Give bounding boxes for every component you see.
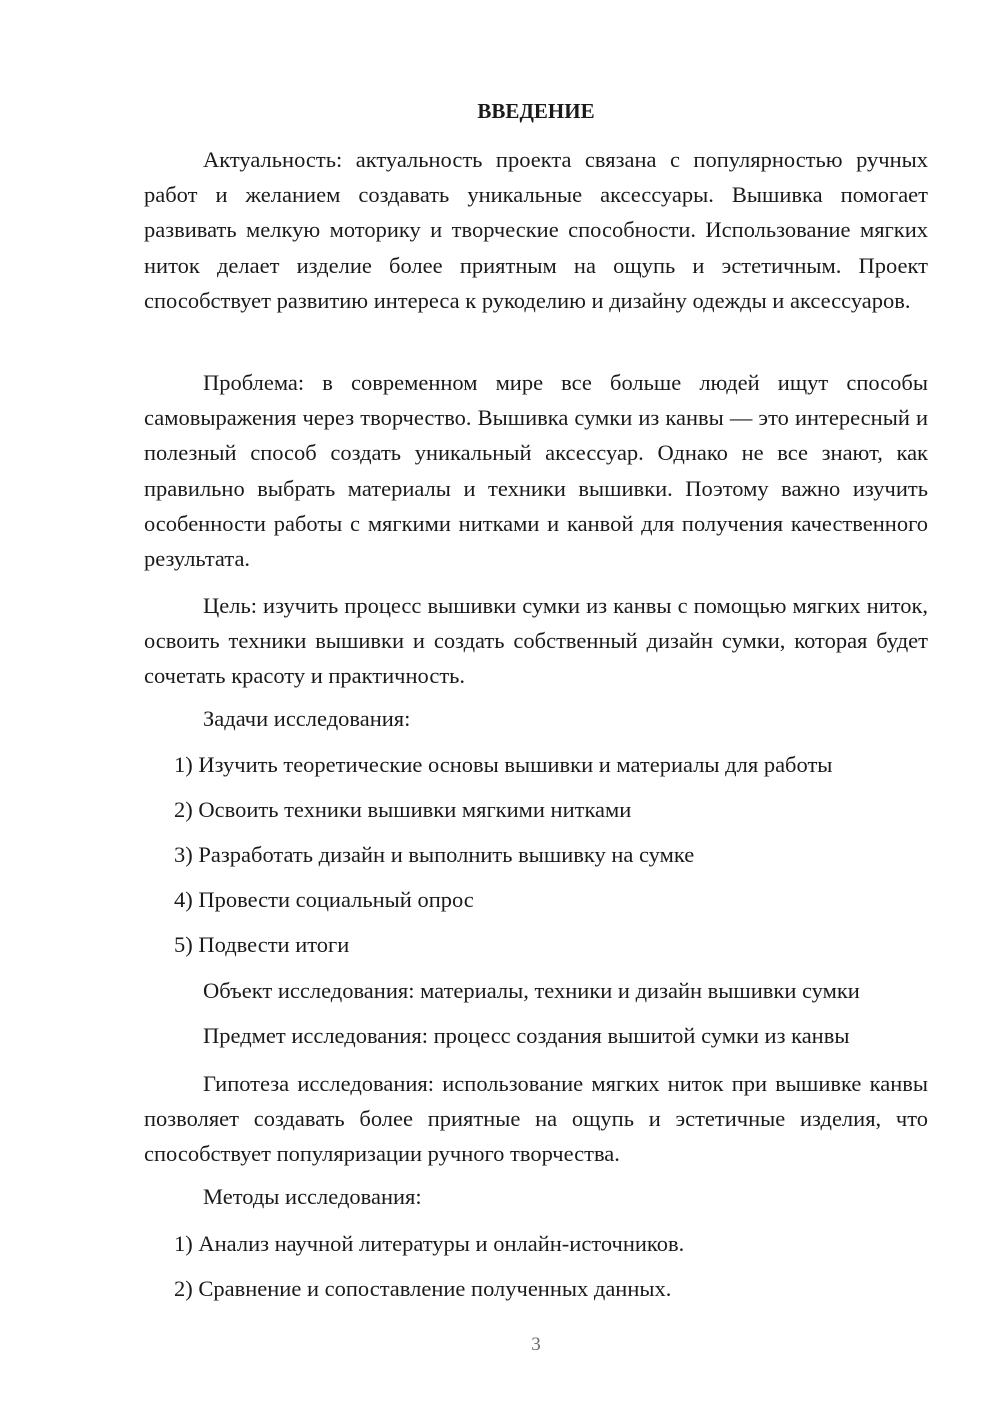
task-item-3: 3) Разработать дизайн и выполнить вышивку на сумке: [174, 842, 695, 867]
tasks-heading: Задачи исследования:: [203, 706, 411, 731]
methods-heading: Методы исследования:: [203, 1184, 422, 1209]
task-item-1: 1) Изучить теоретические основы вышивки и материалы для работы: [174, 752, 833, 777]
task-item-4: 4) Провести социальный опрос: [174, 887, 474, 912]
page-number: 3: [531, 1334, 541, 1355]
method-item-1: 1) Анализ научной литературы и онлайн-источников.: [174, 1231, 685, 1256]
hypothesis-paragraph: Гипотеза исследования: использование мягких ниток при вышивке канвы позволяет создавать более приятные на ощупь и эстетичные изделия, что способствует популяризации ручного творчества.: [144, 1071, 928, 1167]
method-item-2: 2) Сравнение и сопоставление полученных данных.: [174, 1276, 672, 1301]
task-item-5: 5) Подвести итоги: [174, 932, 350, 957]
task-item-2: 2) Освоить техники вышивки мягкими нитками: [174, 797, 632, 822]
goal-paragraph: Цель: изучить процесс вышивки сумки из канвы с помощью мягких ниток, освоить техники вышивки и создать собственный дизайн сумки, которая будет сочетать красоту и практичность.: [144, 593, 928, 689]
research-object: Объект исследования: материалы, техники и дизайн вышивки сумки: [203, 978, 860, 1003]
relevance-paragraph: Актуальность: актуальность проекта связана с популярностью ручных работ и желанием создавать уникальные аксессуары. Вышивка помогает развивать мелкую моторику и творческие способности. Использование мягких ниток делает изделие более приятным на ощупь и эстетичным. Проект способствует развитию интереса к рукоделию и дизайну одежды и аксессуаров.: [144, 147, 928, 313]
page-title: ВВЕДЕНИЕ: [477, 99, 595, 123]
problem-paragraph: Проблема: в современном мире все больше людей ищут способы самовыражения через творчество. Вышивка сумки из канвы — это интересный и полезный способ создать уникальный аксессуар. Однако не все знают, как правильно выбрать материалы и техники вышивки. Поэтому важно изучить особенности работы с мягкими нитками и канвой для получения качественного результата.: [144, 370, 928, 572]
research-subject: Предмет исследования: процесс создания вышитой сумки из канвы: [203, 1023, 850, 1048]
